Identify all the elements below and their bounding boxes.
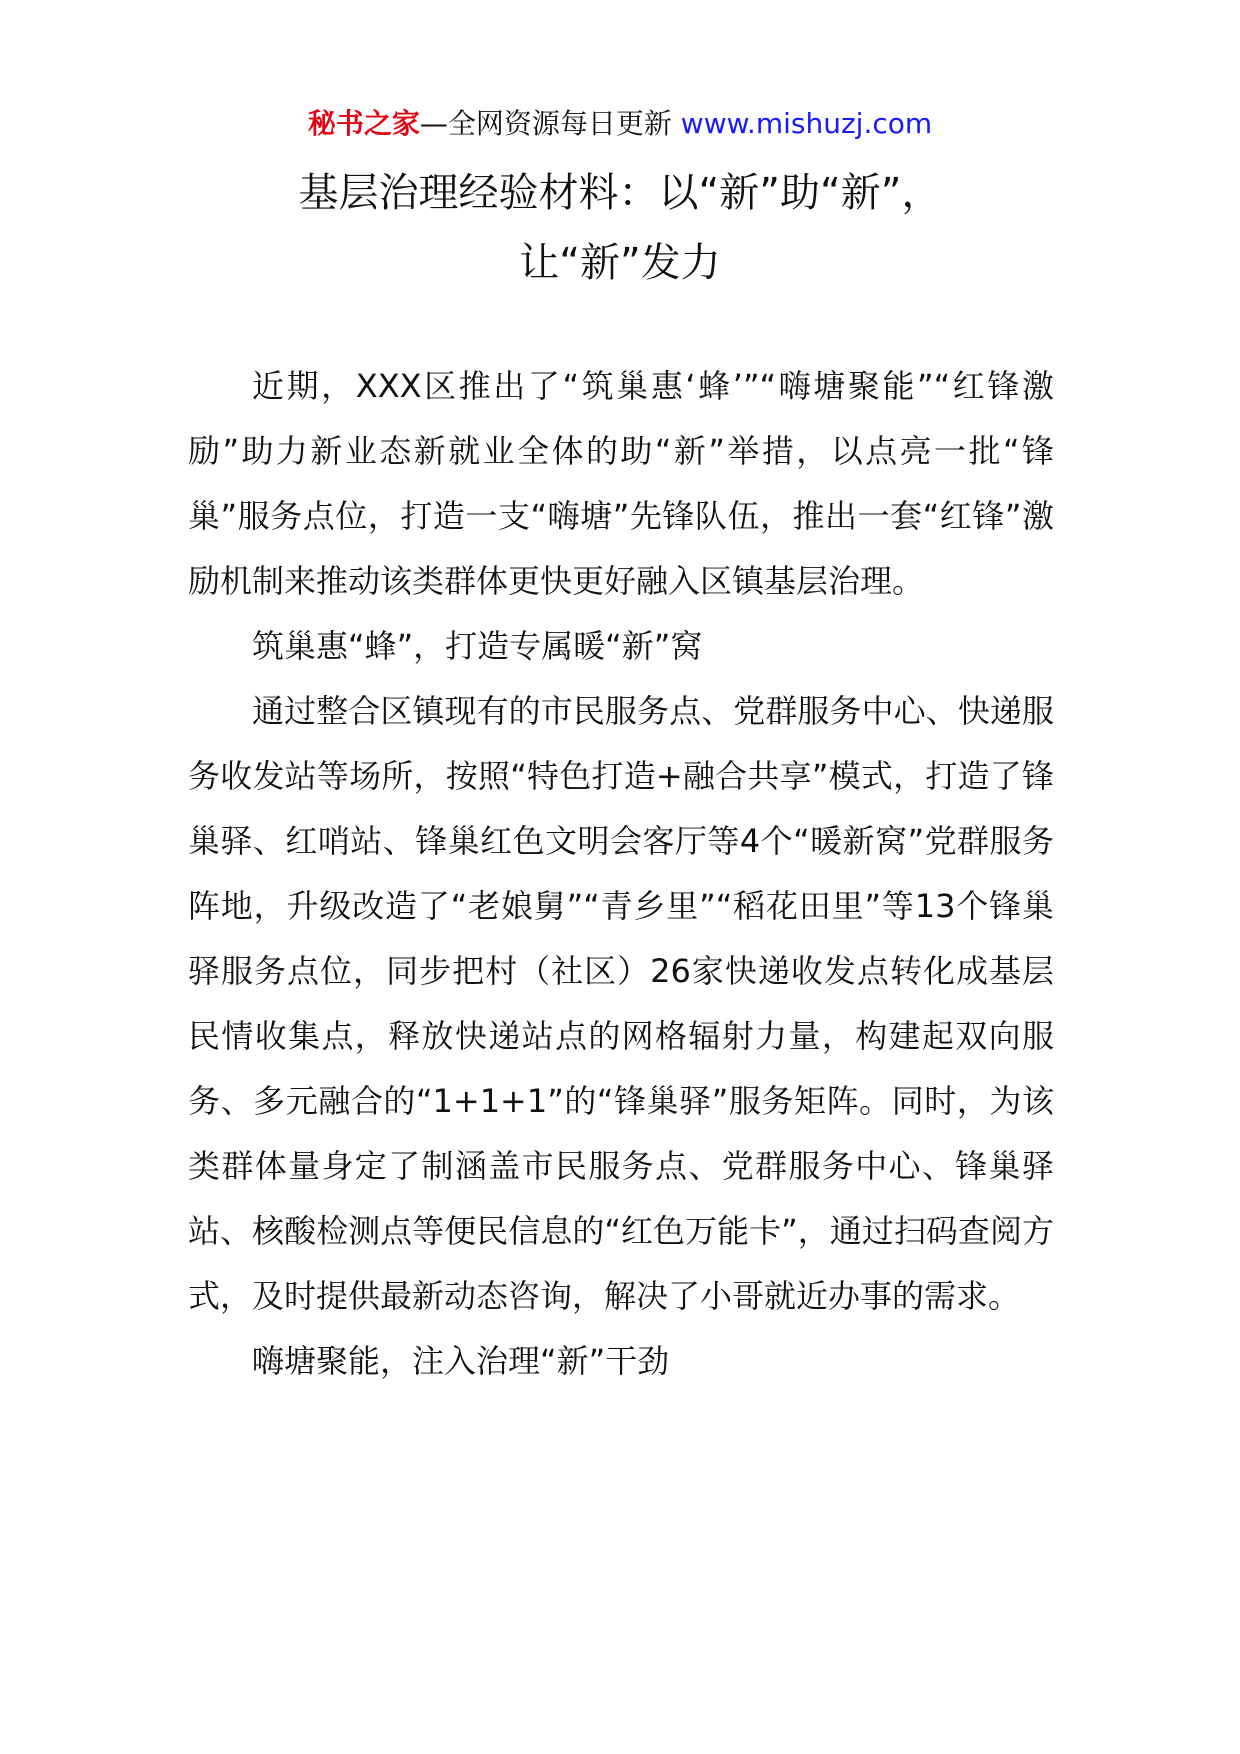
title-line-2: 让“新”发力 <box>519 240 721 286</box>
section-heading-1: 筑巢惠“蜂”，打造专属暖“新”窝 <box>252 627 703 665</box>
brand-name: 秘书之家 <box>307 107 420 140</box>
title-line-1: 基层治理经验材料：以“新”助“新”， <box>298 170 942 216</box>
header-tagline: —全网资源每日更新 <box>419 107 672 140</box>
site-header <box>0 104 1240 144</box>
article-body <box>188 354 1054 1394</box>
site-url-link[interactable]: www.mishuzj.com <box>680 107 933 140</box>
document-title <box>150 158 1090 298</box>
section-heading-2: 嗨塘聚能，注入治理“新”干劲 <box>252 1342 670 1380</box>
paragraph-intro: 近期，XXX区推出了“筑巢惠‘蜂’”“嗨塘聚能”“红锋激励”助力新业态新就业全体的助“新”举措，以点亮一批“锋巢”服务点位，打造一支“嗨塘”先锋队伍，推出一套“红锋”激励机制来推动该类群体更快更好融入区镇基层治理。 <box>188 367 1054 600</box>
paragraph-section-1: 通过整合区镇现有的市民服务点、党群服务中心、快递服务收发站等场所，按照“特色打造+融合共享”模式，打造了锋巢驿、红哨站、锋巢红色文明会客厅等4个“暖新窝”党群服务阵地，升级改造了“老娘舅”“青乡里”“稻花田里”等13个锋巢驿服务点位，同步把村（社区）26家快递收发点转化成基层民情收集点，释放快递站点的网格辐射力量，构建起双向服务、多元融合的“1+1+1”的“锋巢驿”服务矩阵。同时，为该类群体量身定了制涵盖市民服务点、党群服务中心、锋巢驿站、核酸检测点等便民信息的“红色万能卡”，通过扫码查阅方式，及时提供最新动态咨询，解决了小哥就近办事的需求。 <box>188 692 1054 1315</box>
